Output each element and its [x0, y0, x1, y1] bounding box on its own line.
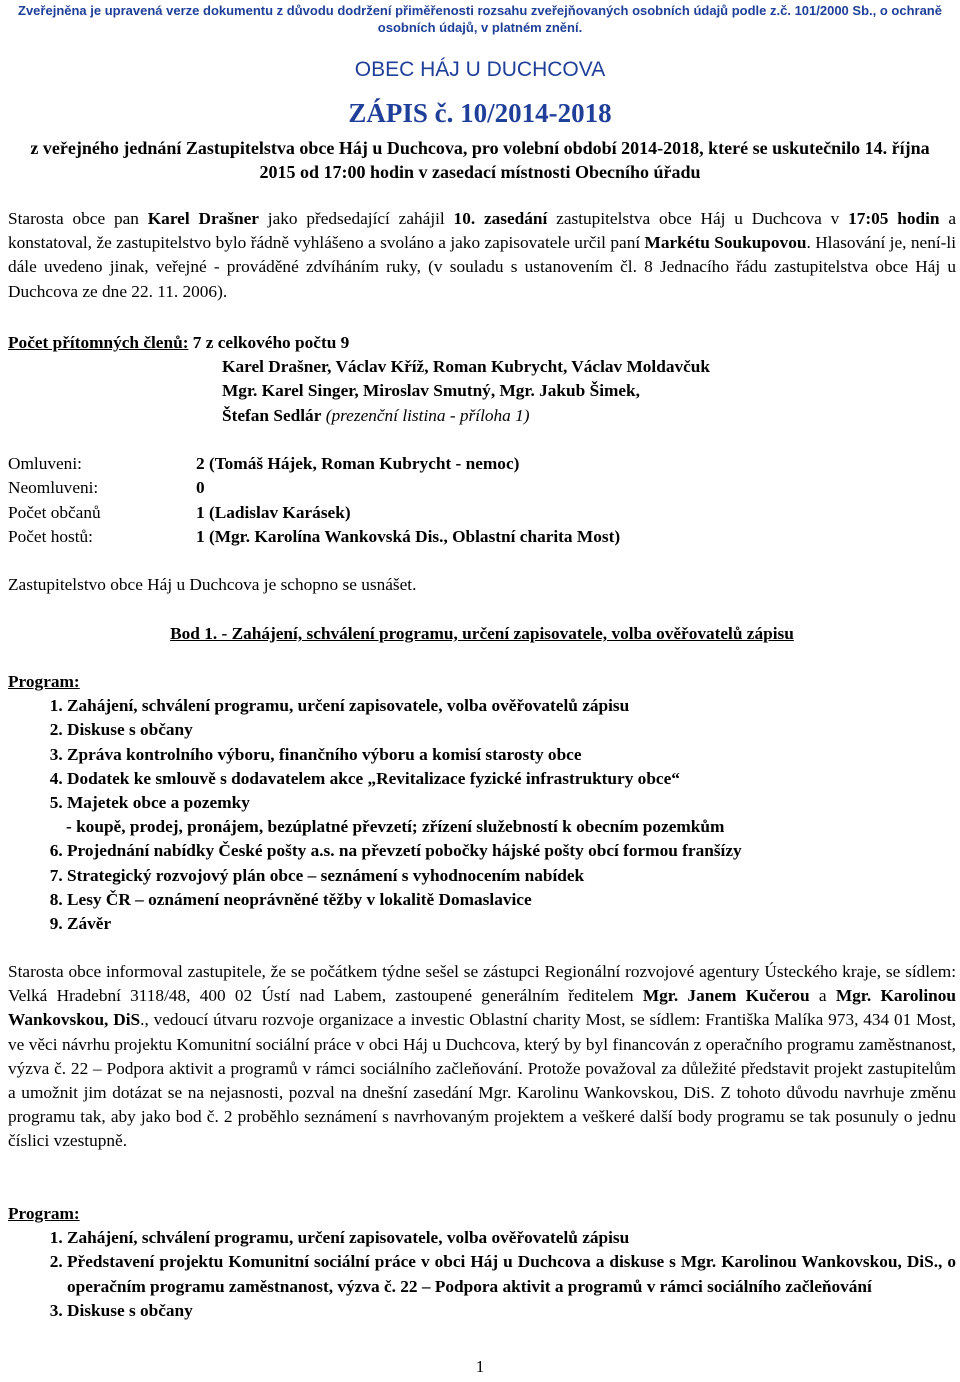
- recorder-name: Markétu Soukupovou: [644, 233, 807, 253]
- program-label: Program:: [8, 672, 80, 691]
- stat-value: 1 (Mgr. Karolína Wankovská Dis.: [196, 526, 444, 546]
- anonymization-notice: Zveřejněna je upravená verze dokumentu z důvodu dodržení přiměřenosti rozsahu zveřejňovaných osobních údajů podle z.č. 101/2000 Sb., o ochraně osobních údajů, v platném znění.: [18, 3, 942, 35]
- attendance-note: (prezenční listina - příloha 1): [321, 405, 530, 425]
- municipality-name: OBEC HÁJ U DUCHCOVA: [354, 58, 606, 81]
- program-item: 3. Zpráva kontrolního výboru, finančního výboru a komisí starosty obce: [67, 743, 956, 767]
- intro-paragraph: [8, 207, 956, 304]
- stat-value: 0: [196, 478, 205, 498]
- session-number: 10. zasedání: [453, 209, 548, 228]
- stat-value: 1 (Ladislav Karásek): [196, 502, 351, 522]
- attendee-list-line: Karel Drašner, Václav Kříž, Roman Kubrycht, Václav Moldavčuk: [222, 357, 711, 377]
- program-item: 6. Projednání nabídky České pošty a.s. na převzetí pobočky hájské pošty obcí formou franšízy: [67, 839, 956, 863]
- start-time: 17:05 hodin: [848, 209, 940, 228]
- program-section-revised: [8, 1202, 956, 1323]
- person-name: Mgr. Janem Kučerou: [642, 986, 810, 1006]
- agenda-item-heading: Bod 1. - Zahájení, schválení programu, určení zapisovatele, volba ověřovatelů zápisu: [170, 624, 794, 643]
- program-list: [8, 839, 956, 936]
- program-item: 2. Diskuse s občany: [67, 718, 956, 742]
- paragraph-text: a: [809, 986, 836, 1006]
- intro-text: . Hlasování je, není-li dále uvedeno jinak, veřejné - prováděné zdvíháním ruky, (v souladu s ustanovením čl. 8 Jednacího řádu zastupitelstva obce Háj u Duchcova ze dne 22. 11. 2006).: [8, 233, 956, 301]
- paragraph-text: ., vedoucí útvaru rozvoje organizace a investic Oblastní charity Most, se sídlem: Františka Malíka 973, 434 01 Most, ve věci návrhu projektu Komunitní sociální práce v obci Háj u Duchcova, který by byl financován z operačního programu zaměstnanost, výzva č. 22 – Podpora aktivit a programů v rámci sociálního začleňování. Protože považoval za důležité představit projekt zastupitelům a umožnit jim dotázat se na nejasnosti, pozval na dnešní zasedání Mgr. Karolinu Wankovskou, DiS. Z tohoto důvodu navrhuje změnu programu tak, aby jako bod č. 2 proběhlo seznámení s navrhovaným projektem a veškeré další body programu se tak posunuly o jednu číslici vzestupně.: [8, 1010, 956, 1151]
- quorum-statement: Zastupitelstvo obce Háj u Duchcova je schopno se usnášet.: [8, 575, 417, 594]
- stat-label: Neomluveni:: [8, 478, 99, 498]
- program-label: Program:: [8, 1204, 80, 1223]
- stat-label: Počet hostů:: [8, 526, 93, 546]
- program-item: 1. Zahájení, schválení programu, určení zapisovatele, volba ověřovatelů zápisu: [67, 694, 956, 718]
- program-item: 7. Strategický rozvojový plán obce – seznámení s vyhodnocením nabídek: [67, 864, 956, 888]
- document-subtitle: z veřejného jednání Zastupitelstva obce Háj u Duchcova, pro volební období 2014-2018, které se uskutečnilo 14. října 2015 od 17:00 hodin v zasedací místnosti Obecního úřadu: [30, 138, 930, 182]
- person-name: Mgr. Karolinou Wankovskou, DiS: [8, 986, 956, 1030]
- program-item: 9. Závěr: [67, 912, 956, 936]
- stat-value: 2 (Tomáš Hájek, Roman Kubrycht - nemoc): [196, 454, 520, 474]
- program-item: 3. Diskuse s občany: [67, 1299, 956, 1323]
- attendance-stats: [8, 452, 956, 549]
- program-item-text: Majetek obce a pozemky: [67, 793, 250, 813]
- stat-label: Počet občanů: [8, 502, 101, 522]
- intro-text: Starosta obce pan: [8, 209, 148, 228]
- stat-row: [8, 525, 956, 549]
- program-item: 1. Zahájení, schválení programu, určení zapisovatele, volba ověřovatelů zápisu: [67, 1226, 956, 1250]
- chairman-name: Karel Drašner: [147, 209, 259, 228]
- program-item: 4. Dodatek ke smlouvě s dodavatelem akce „Revitalizace fyzické infrastruktury obce“: [67, 767, 956, 791]
- program-item: 8. Lesy ČR – oznámení neoprávněné těžby v lokalitě Domaslavice: [67, 888, 956, 912]
- stat-row: [8, 452, 956, 476]
- stat-row: [8, 476, 956, 500]
- program-list: [8, 694, 956, 815]
- mayor-info-paragraph: [8, 960, 956, 1154]
- document-title: ZÁPIS č. 10/2014-2018: [348, 98, 612, 128]
- attendance-label: Počet přítomných členů:: [8, 333, 189, 352]
- stat-row: [8, 501, 956, 525]
- program-section: [8, 670, 956, 936]
- intro-text: zastupitelstva obce Háj u Duchcova v: [547, 209, 849, 228]
- stat-label: Omluveni:: [8, 454, 82, 474]
- intro-text: a konstatoval, že zastupitelstvo bylo řádně vyhlášeno a svoláno a jako zapisovatele určil paní: [8, 209, 956, 253]
- attendance-section: [8, 331, 956, 428]
- intro-text: jako předsedající zahájil: [258, 209, 454, 228]
- page-number: 1: [475, 1357, 485, 1376]
- attendee-list-line: Štefan Sedlár: [222, 405, 322, 425]
- program-list: [8, 1226, 956, 1323]
- program-subitem: - koupě, prodej, pronájem, bezúplatné převzetí; zřízení služebností k obecním pozemkům: [66, 817, 725, 837]
- program-item: 2. Představení projektu Komunitní sociální práce v obci Háj u Duchcova a diskuse s Mgr. Karolinou Wankovskou, DiS., o operačním programu zaměstnanost, výzva č. 22 – Podpora aktivit a programů v rámci sociálního začleňování: [67, 1250, 956, 1298]
- stat-value: , Oblastní charita Most): [443, 526, 621, 546]
- attendance-count: 7 z celkového počtu 9: [188, 333, 350, 352]
- program-item: [67, 791, 956, 815]
- attendee-list-line: Mgr. Karel Singer, Miroslav Smutný, Mgr. Jakub Šimek,: [222, 381, 640, 401]
- paragraph-text: Starosta obce informoval zastupitele, že se počátkem týdne sešel se zástupci Regionální rozvojové agentury Ústeckého kraje, se sídlem: Velká Hradební 3118/48, 400 02 Ústí nad Labem, zastoupené generálním ředitelem: [8, 962, 956, 1006]
